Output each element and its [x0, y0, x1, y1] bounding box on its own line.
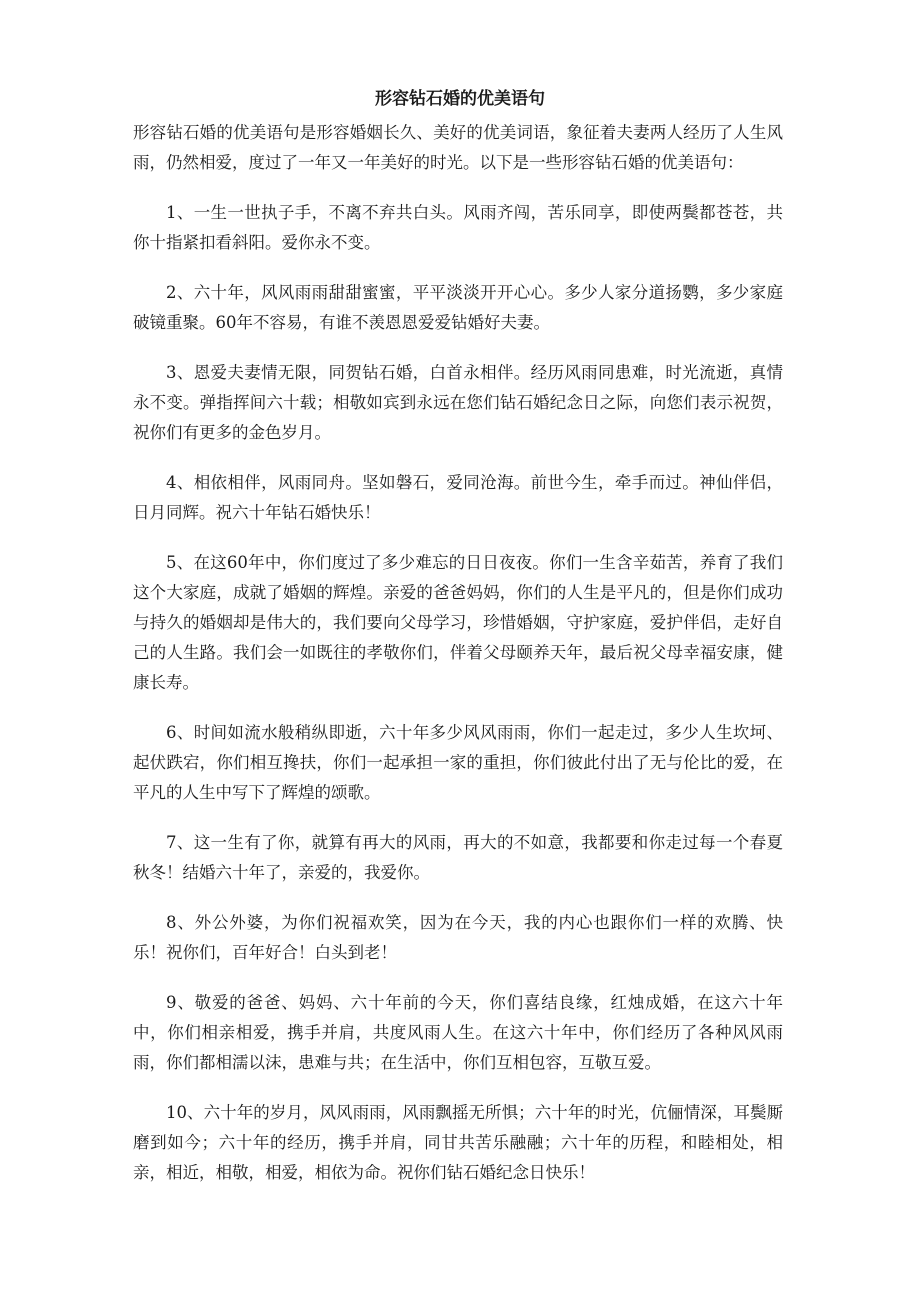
sentence-item-8: 8、外公外婆，为你们祝福欢笑，因为在今天，我的内心也跟你们一样的欢腾、快乐！祝你们，百年好合！白头到老！ — [133, 913, 783, 962]
sentence-item-10: 10、六十年的岁月，风风雨雨，风雨飘摇无所惧；六十年的时光，伉俪情深，耳鬓厮磨到如今；六十年的经历，携手并肩，同甘共苦乐融融；六十年的历程，和睦相处，相亲，相近，相敬，相爱，相依为命。祝你们钻石婚纪念日快乐！ — [133, 1103, 783, 1182]
sentence-item-4: 4、相依相伴，风雨同舟。坚如磐石，爱同沧海。前世今生，牵手而过。神仙伴侣，日月同辉。祝六十年钻石婚快乐！ — [133, 473, 783, 522]
sentence-item-3: 3、恩爱夫妻情无限，同贺钻石婚，白首永相伴。经历风雨同患难，时光流逝，真情永不变。弹指挥间六十载；相敬如宾到永远在您们钻石婚纪念日之际，向您们表示祝贺，祝你们有更多的金色岁月。 — [133, 363, 783, 442]
document-body — [133, 118, 783, 1208]
sentence-item-2: 2、六十年，风风雨雨甜甜蜜蜜，平平淡淡开开心心。多少人家分道扬鹦，多少家庭破镜重聚。60年不容易，有谁不羡恩恩爱爱钻婚好夫妻。 — [133, 283, 783, 332]
sentence-item-5: 5、在这60年中，你们度过了多少难忘的日日夜夜。你们一生含辛茹苦，养育了我们这个大家庭，成就了婚姻的辉煌。亲爱的爸爸妈妈，你们的人生是平凡的，但是你们成功与持久的婚姻却是伟大的，我们要向父母学习，珍惜婚姻，守护家庭，爱护伴侣，走好自己的人生路。我们会一如既往的孝敬你们，伴着父母颐养天年，最后祝父母幸福安康，健康长寿。 — [133, 553, 783, 692]
sentence-item-7: 7、这一生有了你，就算有再大的风雨，再大的不如意，我都要和你走过每一个春夏秋冬！结婚六十年了，亲爱的，我爱你。 — [133, 833, 783, 882]
sentence-item-9: 9、敬爱的爸爸、妈妈、六十年前的今天，你们喜结良缘，红烛成婚，在这六十年中，你们相亲相爱，携手并肩，共度风雨人生。在这六十年中，你们经历了各种风风雨雨，你们都相濡以沫，患难与共；在生活中，你们互相包容，互敬互爱。 — [133, 993, 783, 1072]
intro-paragraph: 形容钻石婚的优美语句是形容婚姻长久、美好的优美词语，象征着夫妻两人经历了人生风雨，仍然相爱，度过了一年又一年美好的时光。以下是一些形容钻石婚的优美语句： — [133, 123, 783, 172]
document-title: 形容钻石婚的优美语句 — [375, 89, 545, 109]
sentence-item-6: 6、时间如流水般稍纵即逝，六十年多少风风雨雨，你们一起走过，多少人生坎坷、起伏跌宕，你们相互搀扶，你们一起承担一家的重担，你们彼此付出了无与伦比的爱，在平凡的人生中写下了辉煌的颂歌。 — [133, 723, 783, 802]
sentence-item-1: 1、一生一世执子手，不离不弃共白头。风雨齐闯，苦乐同享，即使两鬓都苍苍，共你十指紧扣看斜阳。爱你永不变。 — [133, 203, 783, 252]
